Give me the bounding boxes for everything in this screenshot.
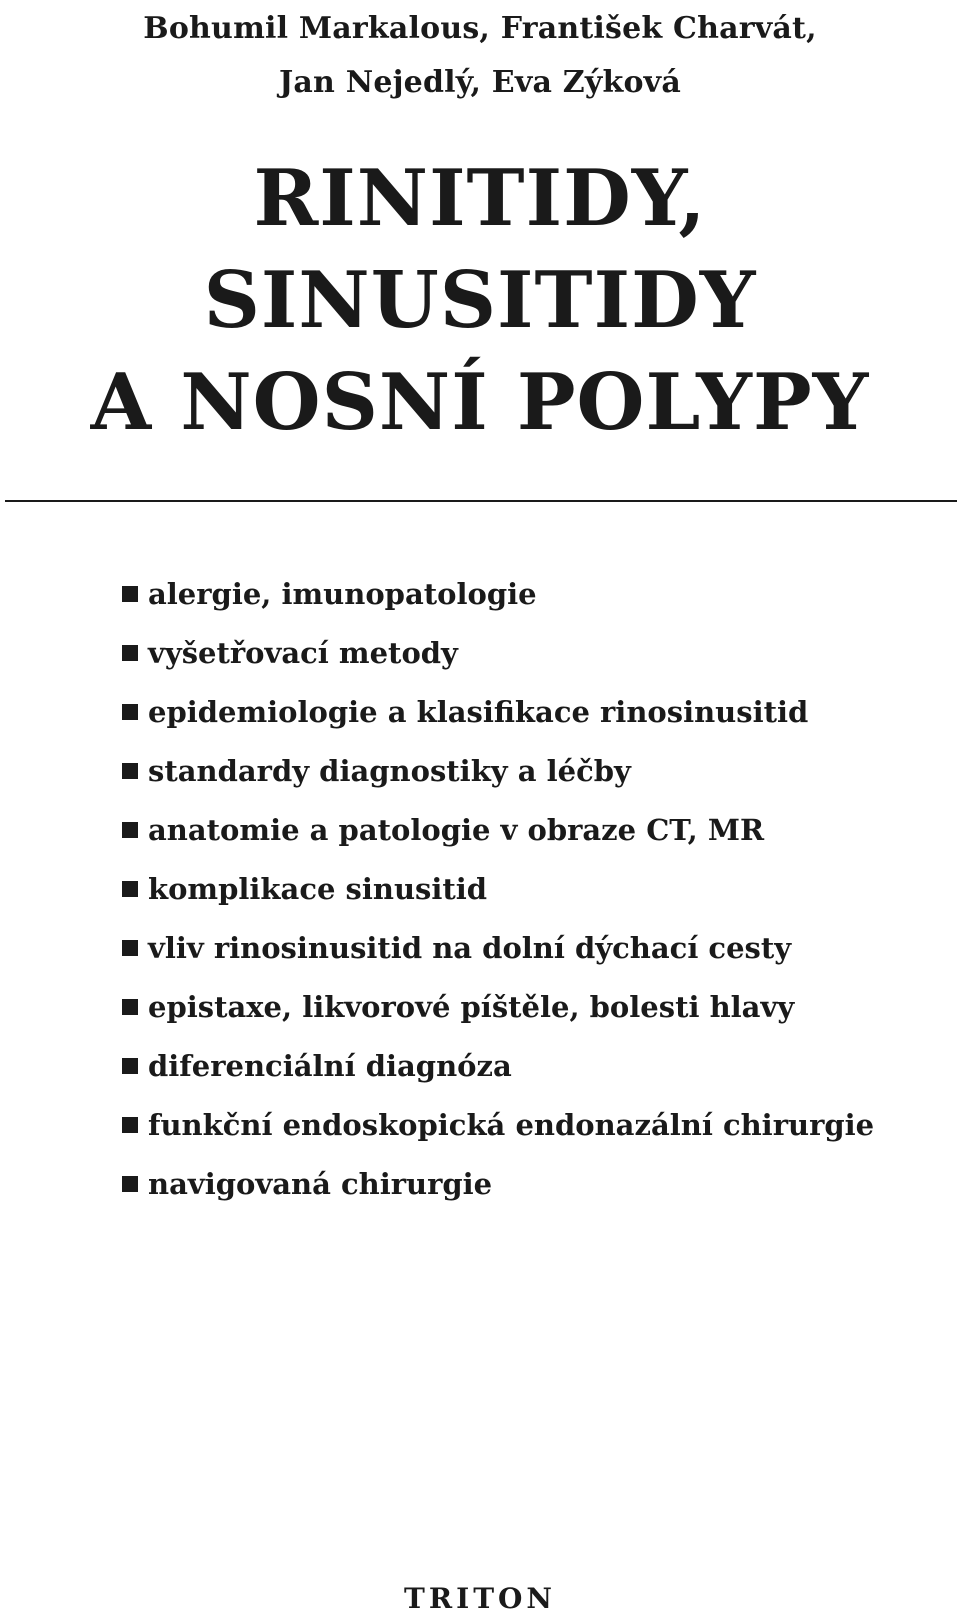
square-bullet-icon (122, 1176, 138, 1192)
topic-text: epistaxe, likvorové píštěle, bolesti hlavy (148, 989, 795, 1024)
square-bullet-icon (122, 704, 138, 720)
list-item (122, 564, 874, 623)
topic-text: diferenciální diagnóza (148, 1048, 512, 1083)
authors-line: Bohumil Markalous, František Charvát, (143, 11, 817, 46)
topic-text: epidemiologie a klasifikace rinosinusitid (148, 694, 809, 729)
authors (0, 2, 960, 110)
square-bullet-icon (122, 763, 138, 779)
list-item (122, 623, 874, 682)
list-item (122, 1095, 874, 1154)
topic-text: komplikace sinusitid (148, 871, 488, 906)
list-item (122, 1036, 874, 1095)
list-item (122, 977, 874, 1036)
topic-text: anatomie a patologie v obraze CT, MR (148, 812, 765, 847)
list-item (122, 682, 874, 741)
square-bullet-icon (122, 940, 138, 956)
book-title-line: RINITIDY, (253, 153, 707, 244)
list-item (122, 1154, 874, 1213)
list-item (122, 918, 874, 977)
list-item (122, 800, 874, 859)
square-bullet-icon (122, 1117, 138, 1133)
topic-text: standardy diagnostiky a léčby (148, 753, 631, 788)
topic-text: alergie, imunopatologie (148, 576, 537, 611)
list-item (122, 741, 874, 800)
square-bullet-icon (122, 1058, 138, 1074)
square-bullet-icon (122, 586, 138, 602)
topic-list (122, 564, 874, 1213)
topic-text: vliv rinosinusitid na dolní dýchací cesty (148, 930, 792, 965)
topic-text: funkční endoskopická endonazální chirurgie (148, 1107, 875, 1142)
book-title-line: A NOSNÍ POLYPY (90, 357, 870, 448)
authors-line: Jan Nejedlý, Eva Zýková (279, 65, 681, 100)
topic-text: vyšetřovací metody (148, 635, 458, 670)
book-title-line: SINUSITIDY (203, 255, 757, 346)
topic-text: navigovaná chirurgie (148, 1166, 493, 1201)
publisher-name: TRITON (403, 1582, 557, 1615)
square-bullet-icon (122, 645, 138, 661)
book-title (0, 148, 960, 454)
horizontal-divider (5, 500, 957, 502)
square-bullet-icon (122, 999, 138, 1015)
square-bullet-icon (122, 822, 138, 838)
list-item (122, 859, 874, 918)
square-bullet-icon (122, 881, 138, 897)
